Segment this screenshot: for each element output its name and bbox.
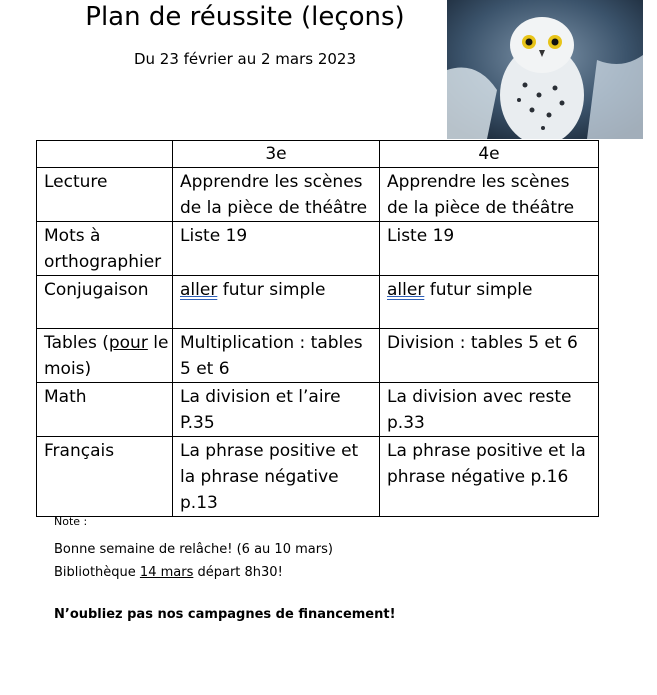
- table-header-row: [37, 141, 599, 168]
- row-label: [37, 329, 173, 383]
- row-label: Français: [37, 437, 173, 517]
- cell-4e: La phrase positive et la phrase négative p.16: [380, 437, 599, 517]
- lesson-plan-table: [36, 140, 599, 517]
- note-date: 14 mars: [139, 565, 194, 580]
- row-label: Lecture: [37, 168, 173, 222]
- cell-3e: La phrase positive et la phrase négative p.13: [173, 437, 380, 517]
- table-row: [37, 383, 599, 437]
- cell-4e: [380, 276, 599, 329]
- table-row: [37, 222, 599, 276]
- cell-3e: Multiplication : tables 5 et 6: [173, 329, 380, 383]
- header-empty: [37, 141, 173, 168]
- verb-word: aller: [180, 280, 218, 300]
- cell-3e: Apprendre les scènes de la pièce de théâtre: [173, 168, 380, 222]
- cell-3e: La division et l’aire P.35: [173, 383, 380, 437]
- cell-3e: Liste 19: [173, 222, 380, 276]
- cell-3e: [173, 276, 380, 329]
- table-row: [37, 168, 599, 222]
- row-label: Math: [37, 383, 173, 437]
- cell-4e: Liste 19: [380, 222, 599, 276]
- verb-word: aller: [387, 280, 425, 300]
- note-library: [54, 563, 283, 583]
- note-fundraising: N’oubliez pas nos campagnes de financement!: [54, 607, 396, 622]
- note-text: Bibliothèque: [54, 565, 140, 580]
- label-part: Tables (: [44, 333, 109, 353]
- row-label: Mots à orthographier: [37, 222, 173, 276]
- row-label: Conjugaison: [37, 276, 173, 329]
- cell-4e: Division : tables 5 et 6: [380, 329, 599, 383]
- label-underlined: pour: [108, 333, 148, 353]
- cell-4e: La division avec reste p.33: [380, 383, 599, 437]
- owl-photo: [447, 0, 643, 139]
- table-row: [37, 329, 599, 383]
- note-break: Bonne semaine de relâche! (6 au 10 mars): [54, 542, 333, 557]
- table-row: [37, 276, 599, 329]
- note-label: Note :: [54, 515, 88, 528]
- note-text: départ 8h30!: [193, 565, 283, 580]
- page-title: Plan de réussite (leçons): [85, 2, 405, 32]
- label-part: le mois): [44, 333, 169, 379]
- verb-tense: futur simple: [217, 280, 326, 300]
- verb-tense: futur simple: [424, 280, 533, 300]
- table-row: [37, 437, 599, 517]
- header-3e: 3e: [173, 141, 380, 168]
- cell-4e: Apprendre les scènes de la pièce de théâtre: [380, 168, 599, 222]
- header-4e: 4e: [380, 141, 599, 168]
- date-range: Du 23 février au 2 mars 2023: [133, 50, 357, 68]
